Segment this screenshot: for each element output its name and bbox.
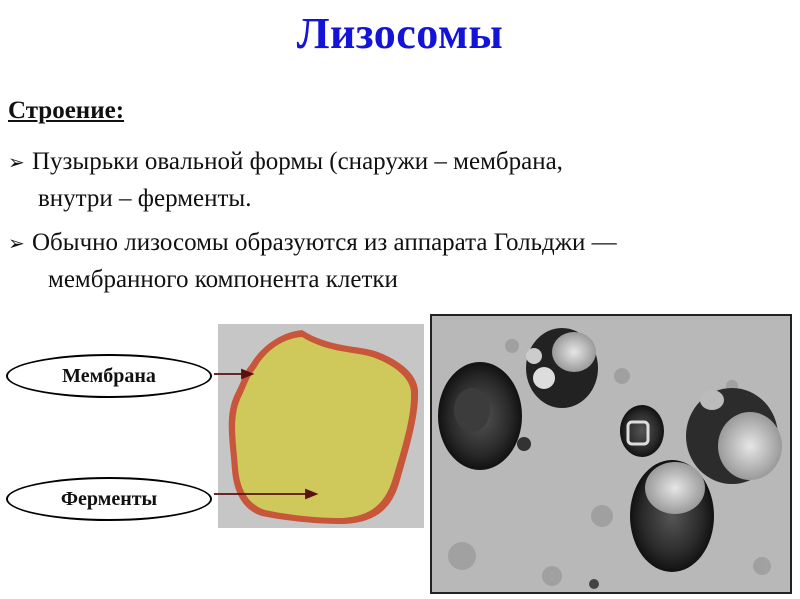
- bullet-text-line: мембранного компонента клетки: [48, 266, 398, 293]
- slide-title: Лизосомы: [296, 9, 504, 58]
- enzymes-label-text: Ферменты: [60, 487, 158, 510]
- pointer-arrow-membrane: [214, 370, 252, 378]
- arrow-bullet-icon: ➢: [8, 233, 25, 255]
- lysosome-enzymes-interior: [235, 337, 411, 518]
- bullet-text-line: внутри – ферменты.: [38, 185, 252, 212]
- arrow-bullet-icon: ➢: [8, 152, 25, 174]
- membrane-label-text: Мембрана: [62, 364, 156, 387]
- enzymes-label: [6, 477, 212, 521]
- membrane-label: [6, 354, 212, 398]
- bullet-text-line: Обычно лизосомы образуются из аппарата Гольджи —: [32, 229, 617, 256]
- bullet-text-line: Пузырьки овальной формы (снаружи – мембрана,: [32, 148, 563, 175]
- lysosome-micrograph: [430, 314, 792, 594]
- electron-micrograph-icon: [432, 316, 792, 594]
- section-heading: Строение:: [8, 97, 125, 124]
